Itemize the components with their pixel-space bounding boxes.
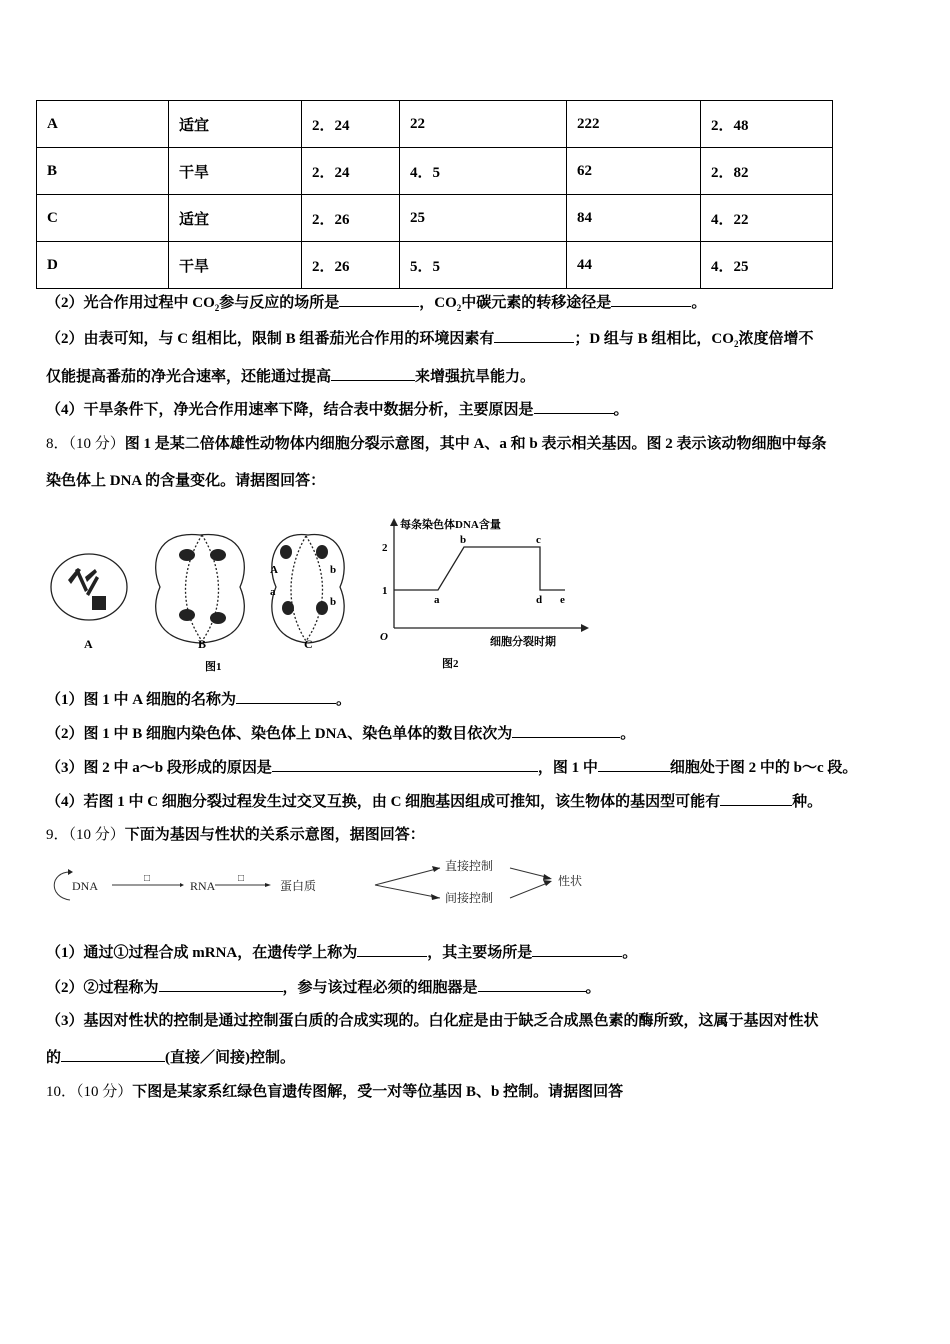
table-row [37, 148, 833, 195]
text: （1）图 1 中 A 细胞的名称为 [46, 692, 237, 708]
text: ，图 1 中 [537, 760, 598, 776]
q8-part1 [46, 689, 351, 710]
cell-label-b: B [198, 637, 207, 651]
text: (直接／间接)控制。 [165, 1050, 296, 1066]
q7-part2b [46, 328, 813, 354]
text: （2）②过程称为 [46, 980, 159, 996]
table-cell: 44 [567, 242, 701, 289]
chromosome [179, 609, 195, 621]
table-row [37, 242, 833, 289]
point-label-e: e [560, 594, 565, 606]
data-table [36, 100, 833, 289]
text: （4）若图 1 中 C 细胞分裂过程发生过交叉互换，由 C 细胞基因组成可推知，该生物体的基因型可能有 [46, 794, 721, 810]
subscript: 2 [214, 303, 220, 313]
cell-label-a: A [84, 637, 93, 651]
table-cell: 2．82 [701, 148, 833, 195]
table-cell: A [37, 101, 169, 148]
table-cell: 4．22 [701, 195, 833, 242]
text: ；D 组与 B 组相比，CO [574, 331, 734, 347]
replication-loop-arrow [54, 872, 70, 900]
indirect-to-trait-arrow [510, 882, 550, 898]
text: 。 [622, 945, 638, 961]
text: ，其主要场所是 [427, 945, 533, 961]
table-cell: D [37, 242, 169, 289]
text: 浓度倍增不 [738, 331, 814, 347]
figure-2-caption: 图2 [442, 658, 459, 670]
gene-trait-diagram [40, 852, 640, 910]
answer-blank[interactable] [357, 942, 427, 957]
text: 下图是某家系红绿色盲遗传图解，受一对等位基因 B、b 控制。请据图回答 [132, 1084, 624, 1100]
answer-blank[interactable] [339, 292, 419, 307]
table-cell: 84 [567, 195, 701, 242]
table-cell: B [37, 148, 169, 195]
table-cell: C [37, 195, 169, 242]
origin-label: O [380, 631, 388, 643]
protein-label: 蛋白质 [280, 879, 317, 893]
table-cell: 22 [400, 101, 567, 148]
table-cell: 2．24 [302, 101, 400, 148]
point-label-b: b [460, 534, 467, 546]
q8-intro-cont [46, 471, 325, 491]
table-row [37, 101, 833, 148]
gene-label: b [330, 596, 337, 608]
table-cell: 干旱 [169, 242, 302, 289]
text: （3）图 2 中 a～b 段形成的原因是 [46, 760, 272, 776]
answer-blank[interactable] [494, 328, 574, 343]
answer-blank[interactable] [534, 399, 614, 414]
gene-label: a [270, 586, 276, 598]
text: 来增强抗旱能力。 [415, 369, 536, 385]
text: 种。 [792, 794, 823, 810]
table-cell: 2．24 [302, 148, 400, 195]
table-cell: 5．5 [400, 242, 567, 289]
point-label-d: d [536, 594, 543, 606]
q9-part3-cont [46, 1047, 295, 1068]
chromosome [210, 612, 226, 624]
answer-blank[interactable] [331, 366, 415, 381]
answer-blank[interactable] [512, 723, 620, 738]
text: 下面为基因与性状的关系示意图，据图回答： [124, 827, 425, 843]
dna-content-line [394, 547, 565, 590]
q8-part4 [46, 791, 822, 812]
chromosome [68, 568, 99, 596]
table-cell: 62 [567, 148, 701, 195]
table-cell: 2．48 [701, 101, 833, 148]
text: （1）通过①过程合成 mRNA，在遗传学上称为 [46, 945, 358, 961]
answer-blank[interactable] [272, 757, 538, 772]
table-cell: 222 [567, 101, 701, 148]
table-cell: 2．26 [302, 195, 400, 242]
table-row [37, 195, 833, 242]
text: 。 [620, 726, 636, 742]
q8-part3 [46, 757, 857, 778]
text: 图 1 是某二倍体雄性动物体内细胞分裂示意图，其中 A、a 和 b 表示相关基因。图 2 表示该动物细胞中每条 [124, 436, 827, 452]
chromosome [316, 545, 328, 559]
chromosome [282, 601, 294, 615]
question-number: 8．（10 分） [46, 436, 125, 452]
chromosome [280, 545, 292, 559]
table-cell: 4．25 [701, 242, 833, 289]
text: 。 [613, 402, 629, 418]
indirect-arrow [375, 885, 440, 898]
text: ，CO [419, 295, 457, 311]
text: 细胞处于图 2 中的 b～c 段。 [669, 760, 858, 776]
chromosome [92, 596, 106, 610]
q7-part2c [46, 366, 535, 387]
chromosome [316, 601, 328, 615]
q8-intro [46, 434, 826, 454]
dna-label: DNA [72, 879, 98, 893]
text: 。 [585, 980, 601, 996]
answer-blank[interactable] [236, 689, 336, 704]
q9-part3 [46, 1011, 819, 1031]
gene-label: b [330, 564, 337, 576]
answer-blank[interactable] [720, 791, 792, 806]
table-cell: 干旱 [169, 148, 302, 195]
q8-part2 [46, 723, 635, 744]
answer-blank[interactable] [61, 1047, 165, 1062]
axis-arrows [390, 518, 589, 632]
text: （2）由表可知，与 C 组相比，限制 B 组番茄光合作用的环境因素有 [46, 331, 495, 347]
step-1-marker: □ [144, 873, 151, 884]
text: 。 [691, 295, 707, 311]
q7-part2a [46, 292, 706, 318]
cell-label-c: C [304, 637, 313, 651]
text: 。 [336, 692, 352, 708]
answer-blank[interactable] [611, 292, 691, 307]
q9-part2 [46, 977, 601, 998]
question-number: 9．（10 分） [46, 827, 125, 843]
table-cell: 2．26 [302, 242, 400, 289]
y-tick: 2 [382, 542, 388, 554]
chromosome [210, 549, 226, 561]
subscript: 2 [456, 303, 462, 313]
x-axis-label: 细胞分裂时期 [490, 636, 556, 648]
table-cell: 25 [400, 195, 567, 242]
chromosome [179, 549, 195, 561]
text: 的 [46, 1050, 62, 1066]
text: （2）光合作用过程中 CO [46, 295, 215, 311]
rna-label: RNA [190, 879, 216, 893]
q10-intro [46, 1082, 623, 1102]
text: ，参与该过程必须的细胞器是 [282, 980, 478, 996]
gene-label: A [270, 564, 278, 576]
answer-blank[interactable] [532, 942, 622, 957]
text: （2）图 1 中 B 细胞内染色体、染色体上 DNA、染色单体的数目依次为 [46, 726, 513, 742]
table-cell: 适宜 [169, 101, 302, 148]
question-number: 10．（10 分） [46, 1084, 133, 1100]
answer-blank[interactable] [159, 977, 283, 992]
cell-b-outline [156, 535, 245, 643]
trait-label: 性状 [558, 874, 583, 888]
q9-intro [46, 825, 425, 845]
table-cell: 适宜 [169, 195, 302, 242]
table-cell: 4．5 [400, 148, 567, 195]
text: （3）基因对性状的控制是通过控制蛋白质的合成实现的。白化症是由于缺乏合成黑色素的酶所致，这属于基因对性状 [46, 1013, 819, 1029]
point-label-a: a [434, 594, 440, 606]
step-2-marker: □ [238, 873, 245, 884]
answer-blank[interactable] [598, 757, 670, 772]
point-label-c: c [536, 534, 541, 546]
answer-blank[interactable] [478, 977, 586, 992]
text: 仅能提高番茄的净光合速率，还能通过提高 [46, 369, 332, 385]
cell-a-outline [51, 554, 127, 620]
text: 参与反应的场所是 [219, 295, 340, 311]
text: 中碳元素的转移途径是 [461, 295, 612, 311]
figure-1-caption: 图1 [205, 661, 222, 673]
q9-part1 [46, 942, 637, 963]
direct-arrow [375, 868, 440, 885]
direct-control-label: 直接控制 [445, 859, 494, 873]
text: 染色体上 DNA 的含量变化。请据图回答： [46, 473, 326, 489]
y-axis-label: 每条染色体DNA含量 [400, 519, 501, 531]
subscript: 2 [733, 339, 739, 349]
text: （4）干旱条件下，净光合作用速率下降，结合表中数据分析，主要原因是 [46, 402, 534, 418]
y-tick: 1 [382, 585, 388, 597]
figure-1-and-2 [40, 510, 600, 680]
q7-part4 [46, 399, 629, 420]
indirect-control-label: 间接控制 [445, 891, 494, 905]
